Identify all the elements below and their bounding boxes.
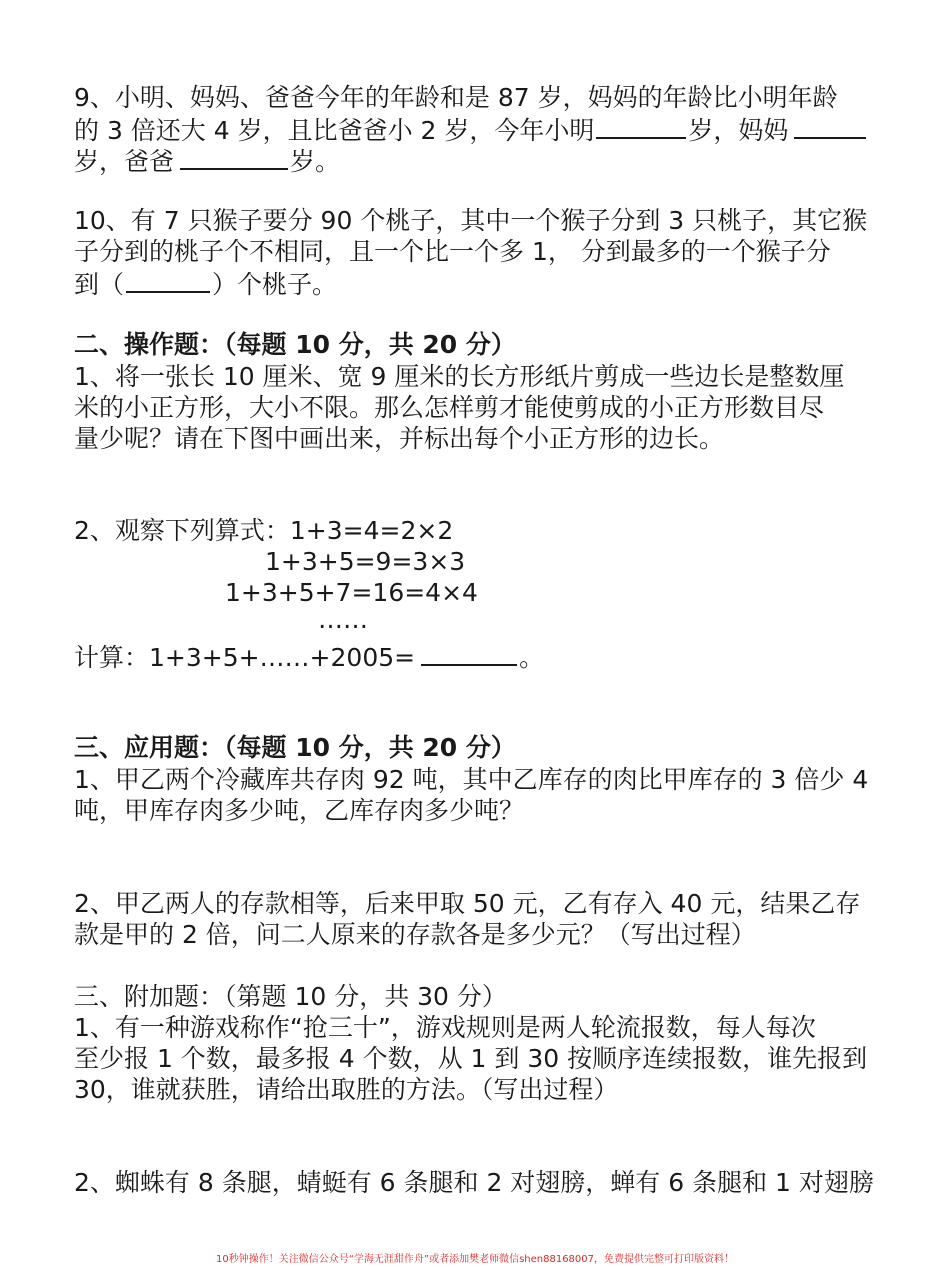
- q10-line-2: 子分到的桃子个不相同，且一个比一个多 1， 分到最多的一个猴子分: [74, 237, 831, 266]
- section4-q2-line-1: 2、蜘蛛有 8 条腿，蜻蜓有 6 条腿和 2 对翅膀，蝉有 6 条腿和 1 对翅膀: [74, 1168, 874, 1197]
- section4-q1-line-2: 至少报 1 个数，最多报 4 个数，从 1 到 30 按顺序连续报数，谁先报到: [74, 1044, 868, 1073]
- q9-line-3: [74, 144, 340, 178]
- section2-q2-calc-text: 计算：1+3+5+……+2005=: [74, 643, 416, 672]
- section2-q2-calc: [74, 640, 544, 674]
- q9-line-2-text-a: 的 3 倍还大 4 岁，且比爸爸小 2 岁，今年小明: [74, 116, 595, 145]
- q9-blank-baba[interactable]: [180, 144, 288, 170]
- section3-q2-line-1: 2、甲乙两人的存款相等，后来甲取 50 元，乙有存入 40 元，结果乙存: [74, 889, 861, 918]
- section2-q2-dots: ……: [318, 605, 368, 634]
- q9-line-3-text-a: 岁，爸爸: [74, 147, 175, 176]
- footer-promo-text: 10秒钟操作！关注微信公众号“学海无涯甜作舟”或者添加樊老师微信shen88168007，免费提供完整可打印版资料！: [215, 1254, 735, 1265]
- q9-line-1: 9、小明、妈妈、爸爸今年的年龄和是 87 岁，妈妈的年龄比小明年龄: [74, 83, 838, 112]
- q10-line-3-text-b: ）个桃子。: [212, 270, 338, 299]
- section2-heading: 二、操作题：（每题 10 分，共 20 分）: [74, 330, 516, 359]
- section4-q1-line-1: 1、有一种游戏称作“抢三十”，游戏规则是两人轮流报数，每人每次: [74, 1013, 816, 1042]
- section3-q2-line-2: 款是甲的 2 倍，问二人原来的存款各是多少元？（写出过程）: [74, 920, 756, 949]
- section2-q1-line-2: 米的小正方形，大小不限。那么怎样剪才能使剪成的小正方形数目尽: [74, 393, 825, 422]
- section3-heading: 三、应用题：（每题 10 分，共 20 分）: [74, 733, 516, 762]
- section2-q2-calc-end: 。: [519, 643, 545, 672]
- section2-q2-line-3: 1+3+5+7=16=4×4: [225, 578, 478, 607]
- section3-q1-line-2: 吨，甲库存肉多少吨，乙库存肉多少吨？: [74, 796, 525, 825]
- section4-q1-line-3: 30，谁就获胜，请给出取胜的方法。（写出过程）: [74, 1075, 619, 1104]
- q9-line-2: [74, 113, 868, 147]
- q9-line-2-text-b: 岁，妈妈: [688, 116, 789, 145]
- q10-blank-peaches[interactable]: [126, 267, 210, 293]
- section2-q1-line-1: 1、将一张长 10 厘米、宽 9 厘米的长方形纸片剪成一些边长是整数厘: [74, 362, 845, 391]
- q9-blank-xiaoming[interactable]: [596, 113, 686, 139]
- section2-q1-line-3: 量少呢？请在下图中画出来，并标出每个小正方形的边长。: [74, 424, 725, 453]
- section2-q2-line-2: 1+3+5=9=3×3: [265, 547, 466, 576]
- section2-q2-blank-answer[interactable]: [421, 640, 517, 666]
- q9-line-3-text-b: 岁。: [290, 147, 341, 176]
- section4-heading: 三、附加题：（第题 10 分，共 30 分）: [74, 982, 507, 1011]
- q10-line-3: [74, 267, 337, 301]
- q9-blank-mama[interactable]: [794, 113, 866, 139]
- q10-line-1: 10、有 7 只猴子要分 90 个桃子，其中一个猴子分到 3 只桃子，其它猴: [74, 206, 868, 235]
- q10-line-3-text-a: 到（: [74, 270, 125, 299]
- section3-q1-line-1: 1、甲乙两个冷藏库共存肉 92 吨，其中乙库存的肉比甲库存的 3 倍少 4: [74, 765, 869, 794]
- section2-q2-line-1: 2、观察下列算式：1+3=4=2×2: [74, 516, 454, 545]
